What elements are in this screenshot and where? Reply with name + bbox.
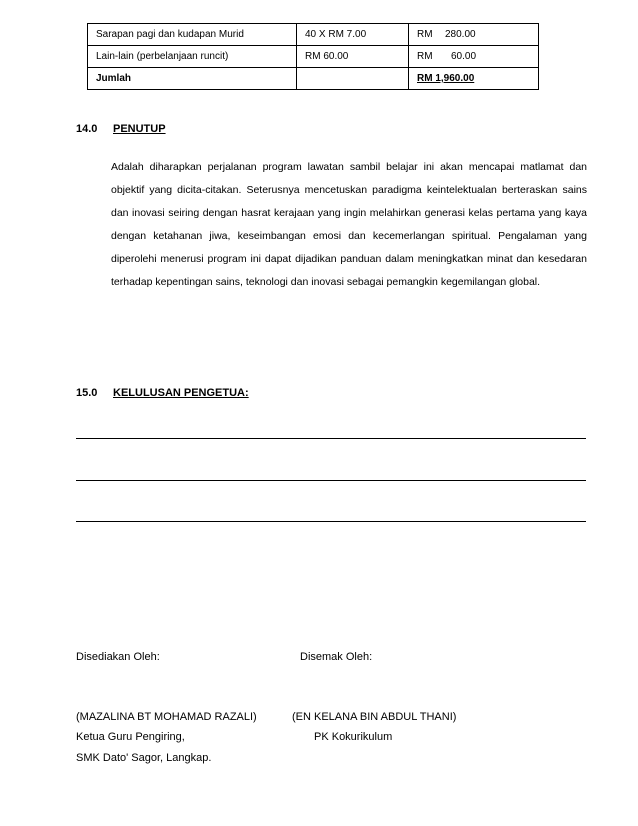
budget-table [87,23,539,90]
prepared-by-role: Ketua Guru Pengiring, [76,731,185,743]
section-14-heading [76,123,166,135]
amount-cell [409,24,539,46]
amount-value: 280.00 [445,29,476,40]
section-number: 15.0 [76,387,98,399]
calc-cell: 40 X RM 7.00 [297,24,409,46]
amount-value: 60.00 [451,51,477,62]
prepared-by-school: SMK Dato' Sagor, Langkap. [76,752,212,764]
checked-by-label: Disemak Oleh: [300,651,373,663]
table-row [88,24,539,46]
checked-by-name: (EN KELANA BIN ABDUL THANI) [292,711,457,723]
section-title: PENUTUP [113,123,166,135]
prepared-by-name: (MAZALINA BT MOHAMAD RAZALI) [76,711,257,723]
section-number: 14.0 [76,123,98,135]
total-row [88,68,539,90]
prepared-by-label: Disediakan Oleh: [76,651,160,663]
total-label-cell [88,68,297,90]
table-row [88,46,539,68]
approval-line [76,438,586,439]
total-amount: RM 1,960.00 [417,73,475,84]
item-cell: Lain-lain (perbelanjaan runcit) [88,46,297,68]
section-title: KELULUSAN PENGETUA: [113,387,249,399]
approval-line [76,521,586,522]
currency-label: RM [417,29,433,40]
amount-cell [409,46,539,68]
checked-by-role: PK Kokurikulum [314,731,393,743]
approval-line [76,480,586,481]
item-cell: Sarapan pagi dan kudapan Murid [88,24,297,46]
total-calc-cell [297,68,409,90]
currency-label: RM [417,51,433,62]
total-label: Jumlah [96,73,132,84]
calc-cell: RM 60.00 [297,46,409,68]
section-14-body: Adalah diharapkan perjalanan program lawatan sambil belajar ini akan mencapai matlamat dan objektif yang dicita-citakan. Seterusnya mencetuskan paradigma keintelektualan berteraskan sains dan inovasi seiring dengan hasrat kerajaan yang ingin melahirkan generasi kelas pertama yang kaya dengan ketahanan jiwa, keseimbangan emosi dan kecemerlangan spiritual. Pengalaman yang diperolehi menerusi program ini dapat dijadikan panduan dalam meningkatkan minat dan kesedaran terhadap kepentingan sains, teknologi dan inovasi sebagai pemangkin kegemilangan global. [111,161,587,288]
total-amount-cell [409,68,539,90]
section-15-heading [76,387,249,399]
